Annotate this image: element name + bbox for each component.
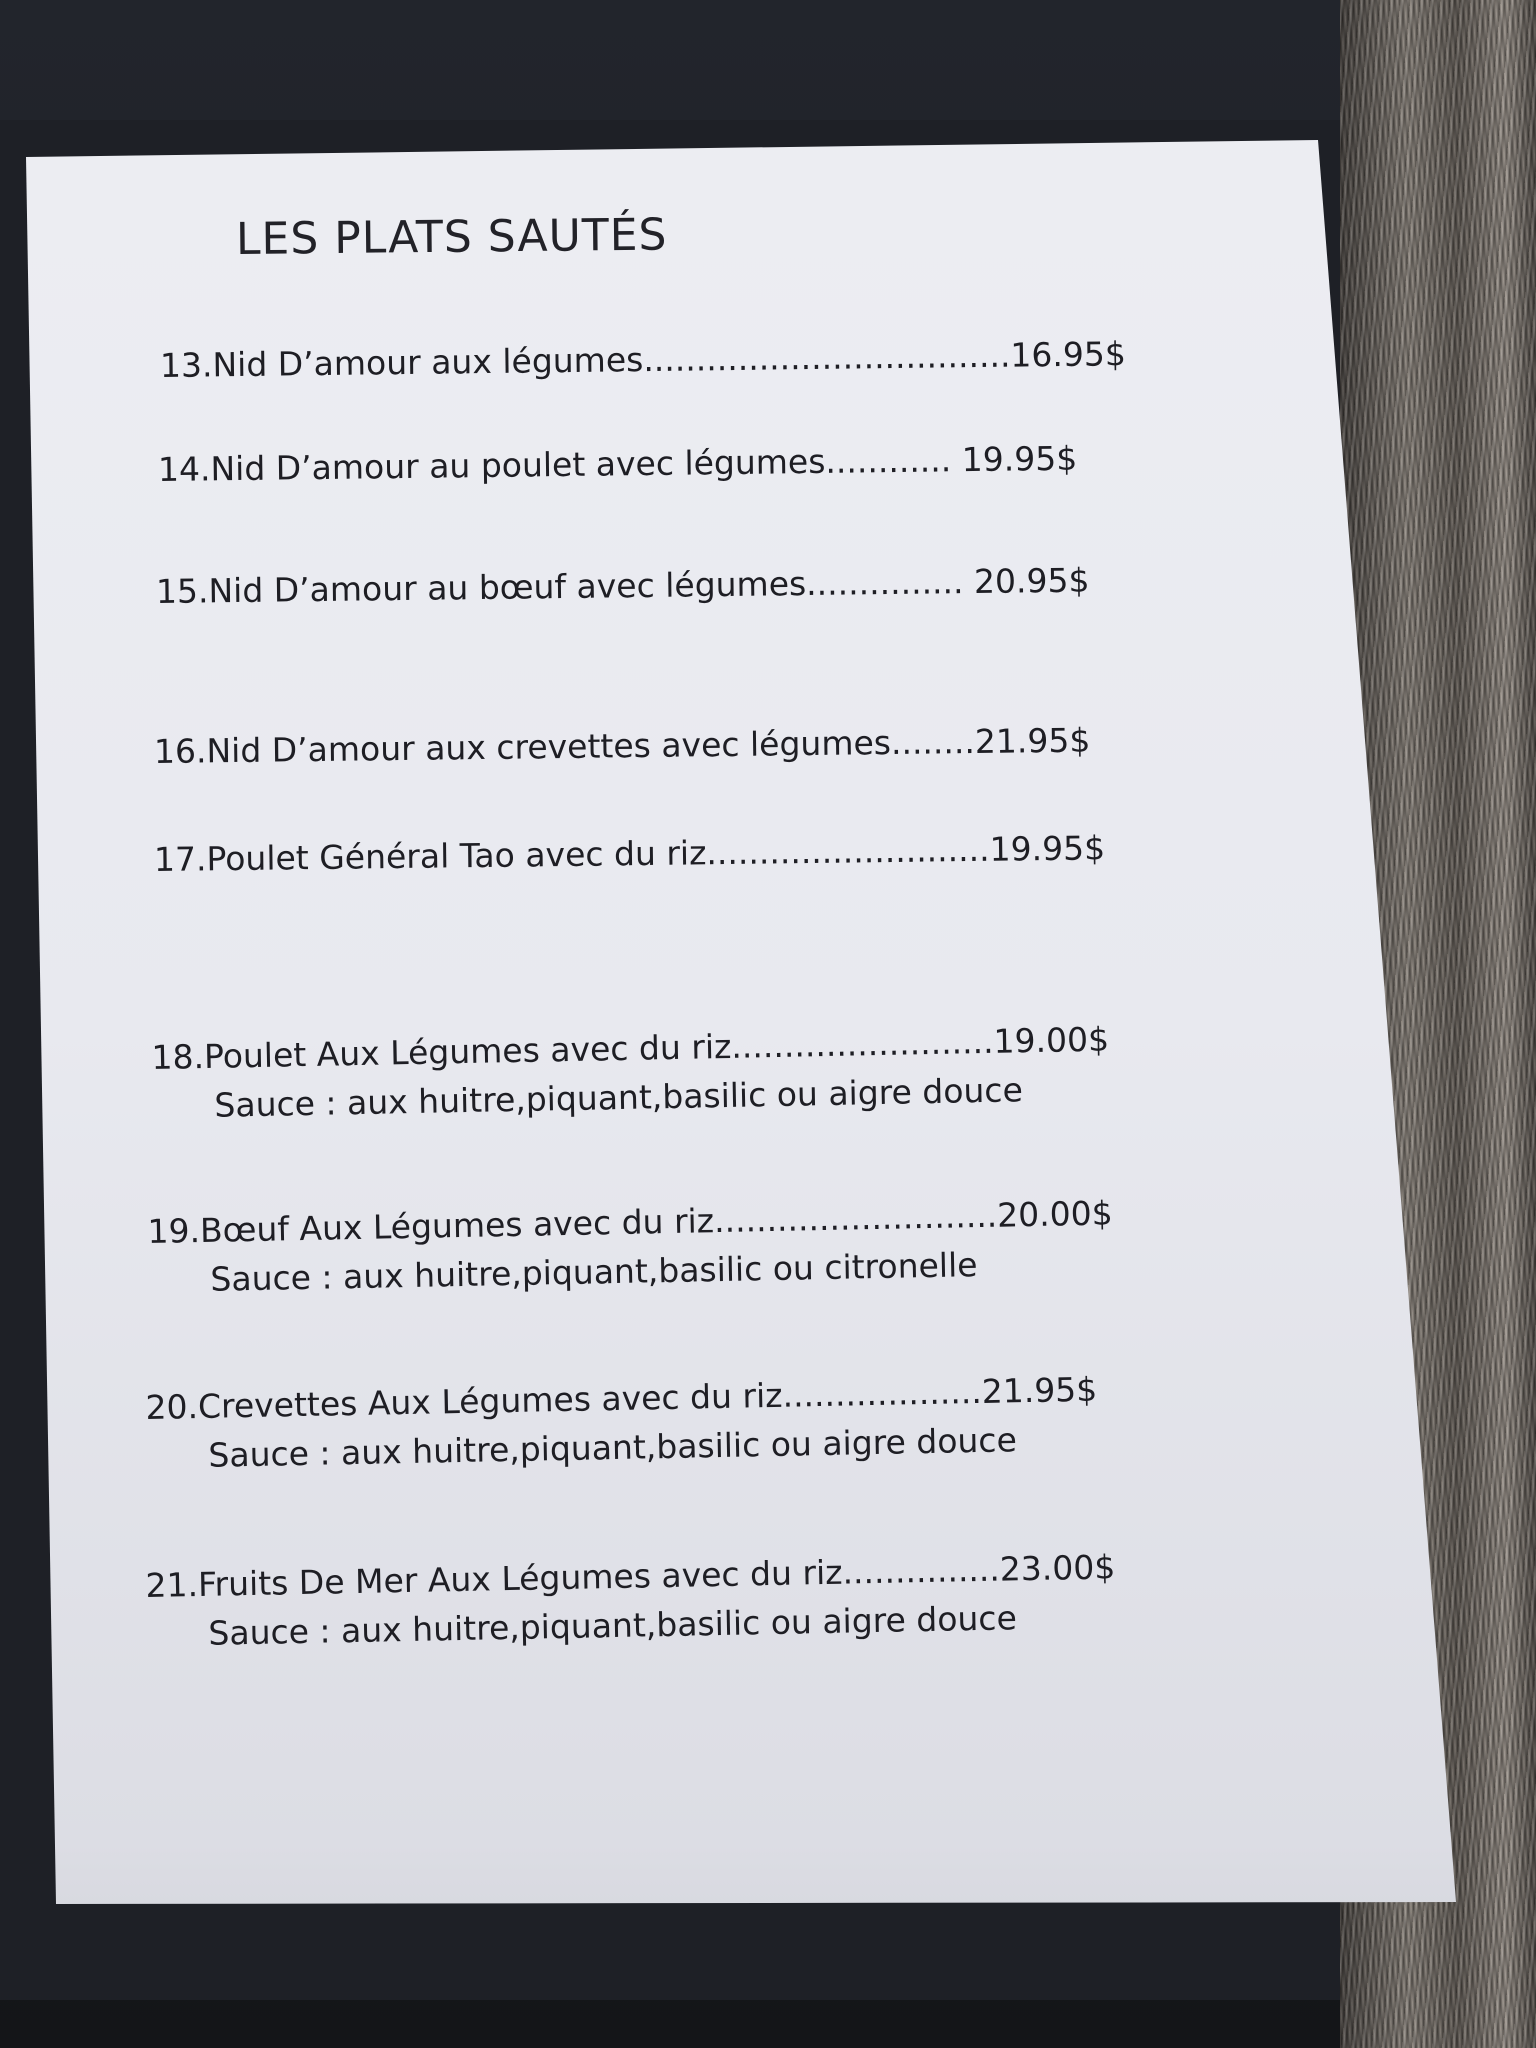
- menu-item-line: 17.Poulet Général Tao avec du riz...........................19.95$: [153, 828, 1106, 879]
- menu-item-line: 13.Nid D’amour aux légumes...................................16.95$: [159, 334, 1127, 385]
- menu-item: [145, 1547, 1116, 1654]
- menu-item: [160, 334, 1126, 385]
- menu-item-line: 15.Nid D’amour au bœuf avec légumes............... 20.95$: [155, 560, 1090, 611]
- menu-item-sauce: Sauce : aux huitre,piquant,basilic ou aigre douce: [208, 1420, 1018, 1475]
- menu-item: [158, 439, 1078, 489]
- menu-item: [156, 561, 1090, 611]
- menu-item-line: 21.Fruits De Mer Aux Légumes avec du riz...............23.00$: [145, 1547, 1116, 1606]
- menu-title: LES PLATS SAUTÉS: [235, 209, 668, 265]
- menu-item: [151, 1020, 1110, 1126]
- menu-item: [154, 721, 1091, 771]
- menu-item-line: 20.Crevettes Aux Légumes avec du riz...................21.95$: [145, 1369, 1098, 1428]
- menu-item-line: 14.Nid D’amour au poulet avec légumes............ 19.95$: [157, 438, 1078, 489]
- menu-item-line: 16.Nid D’amour aux crevettes avec légumes........21.95$: [153, 720, 1091, 771]
- menu-item-line: 19.Bœuf Aux Légumes avec du riz...........................20.00$: [147, 1193, 1114, 1252]
- menu-item: [154, 828, 1106, 879]
- menu-item-sauce: Sauce : aux huitre,piquant,basilic ou citronelle: [210, 1245, 978, 1299]
- menu-item-sauce: Sauce : aux huitre,piquant,basilic ou aigre douce: [214, 1070, 1024, 1125]
- menu-item-sauce: Sauce : aux huitre,piquant,basilic ou aigre douce: [208, 1598, 1018, 1653]
- menu-item: [147, 1193, 1114, 1300]
- menu-item-line: 18.Poulet Aux Légumes avec du riz.........................19.00$: [151, 1019, 1110, 1078]
- menu-item: [145, 1370, 1098, 1476]
